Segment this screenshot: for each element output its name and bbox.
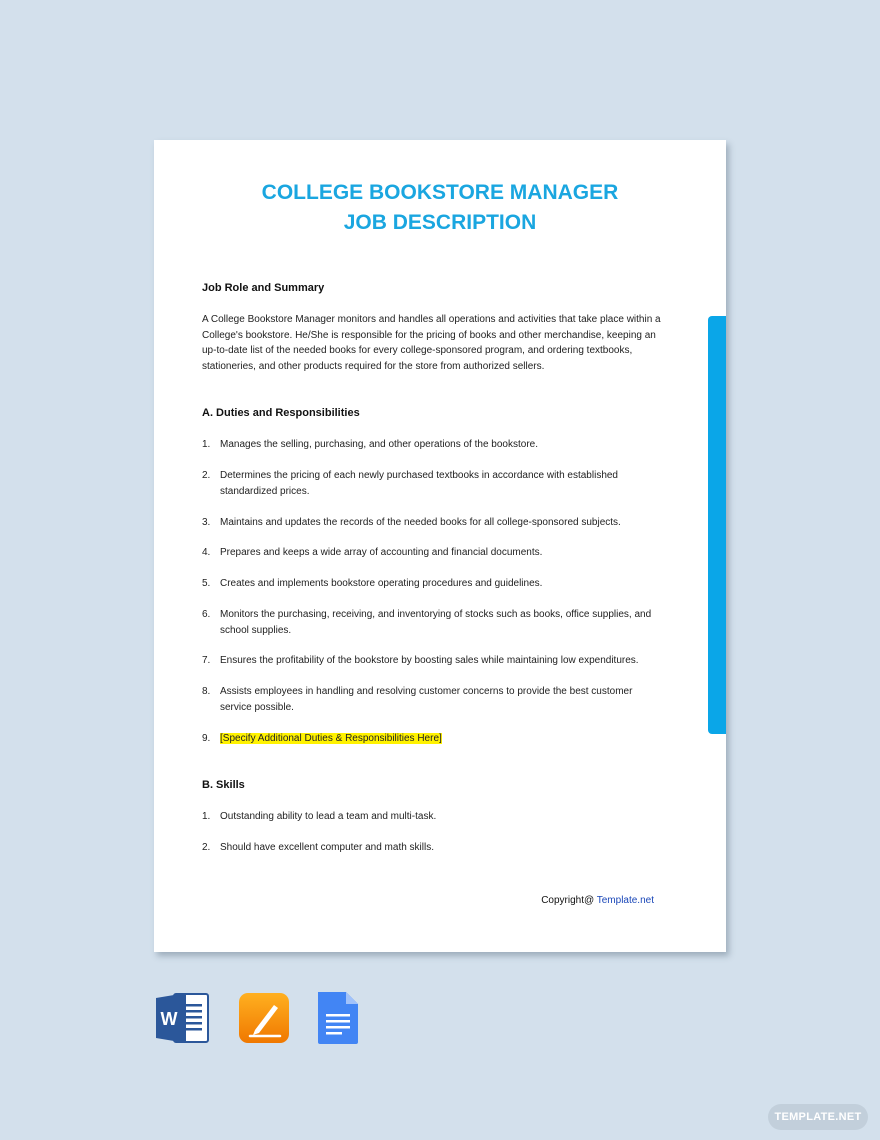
- duty-item: [202, 576, 662, 592]
- skill-item: [202, 840, 662, 856]
- duties-heading: A. Duties and Responsibilities: [202, 407, 360, 419]
- duty-number: 6.: [202, 609, 211, 620]
- duty-number: 9.: [202, 733, 211, 744]
- duty-text: Creates and implements bookstore operating procedures and guidelines.: [220, 578, 543, 589]
- duty-number: 8.: [202, 686, 211, 697]
- skill-text: Should have excellent computer and math skills.: [220, 842, 435, 853]
- side-tab[interactable]: [708, 316, 726, 734]
- copyright-link[interactable]: Template.net: [596, 895, 654, 906]
- title-line-2: JOB DESCRIPTION: [343, 211, 537, 234]
- duty-number: 2.: [202, 470, 211, 481]
- placeholder-highlight: [Specify Additional Duties & Responsibilities Here]: [220, 733, 442, 744]
- svg-text:W: W: [160, 1009, 178, 1029]
- duty-text: Determines the pricing of each newly purchased textbooks in accordance with established standardized prices.: [220, 470, 618, 497]
- duty-number: 7.: [202, 655, 211, 666]
- skill-item: [202, 809, 662, 825]
- skill-text: Outstanding ability to lead a team and multi-task.: [220, 811, 437, 822]
- template-net-badge[interactable]: TEMPLATE.NET: [768, 1104, 868, 1130]
- document-page: [154, 140, 726, 952]
- duty-text: Maintains and updates the records of the needed books for all college-sponsored subjects.: [220, 517, 621, 528]
- duty-item: [202, 468, 662, 500]
- copyright: [541, 895, 654, 906]
- duty-text: Prepares and keeps a wide array of accounting and financial documents.: [220, 547, 543, 558]
- duty-item: [202, 607, 662, 639]
- summary-heading: Job Role and Summary: [202, 282, 325, 294]
- duty-number: 4.: [202, 547, 211, 558]
- document-title: [154, 178, 726, 238]
- duty-item: [202, 545, 662, 561]
- duty-item: [202, 731, 662, 747]
- duty-item: [202, 515, 662, 531]
- duty-item: [202, 684, 662, 716]
- duty-text: Manages the selling, purchasing, and other operations of the bookstore.: [220, 439, 538, 450]
- pages-icon[interactable]: [238, 992, 292, 1044]
- duty-text: Ensures the profitability of the bookstore by boosting sales while maintaining low expenditures.: [220, 655, 639, 666]
- duty-text: Monitors the purchasing, receiving, and inventorying of stocks such as books, office supplies, and school supplies.: [220, 609, 652, 636]
- duty-text: Assists employees in handling and resolving customer concerns to provide the best customer service possible.: [220, 686, 633, 713]
- duty-number: 3.: [202, 517, 211, 528]
- google-docs-icon[interactable]: [316, 992, 370, 1044]
- skill-number: 1.: [202, 811, 211, 822]
- duty-item: [202, 437, 662, 453]
- summary-paragraph: A College Bookstore Manager monitors and handles all operations and activities that take place within a College's bookstore. He/She is responsible for the pricing of books and other merchandise, keeping an up-to-date list of the needed books for every college-sponsored program, and ordering textbooks, stationeries, and other products required for the store from authorized sellers.: [202, 314, 661, 372]
- duty-item: [202, 653, 662, 669]
- word-icon[interactable]: [156, 992, 210, 1044]
- skills-heading: B. Skills: [202, 779, 245, 791]
- duty-number: 1.: [202, 439, 211, 450]
- copyright-prefix: Copyright@: [541, 895, 597, 906]
- title-line-1: COLLEGE BOOKSTORE MANAGER: [261, 181, 619, 204]
- duty-number: 5.: [202, 578, 211, 589]
- skill-number: 2.: [202, 842, 211, 853]
